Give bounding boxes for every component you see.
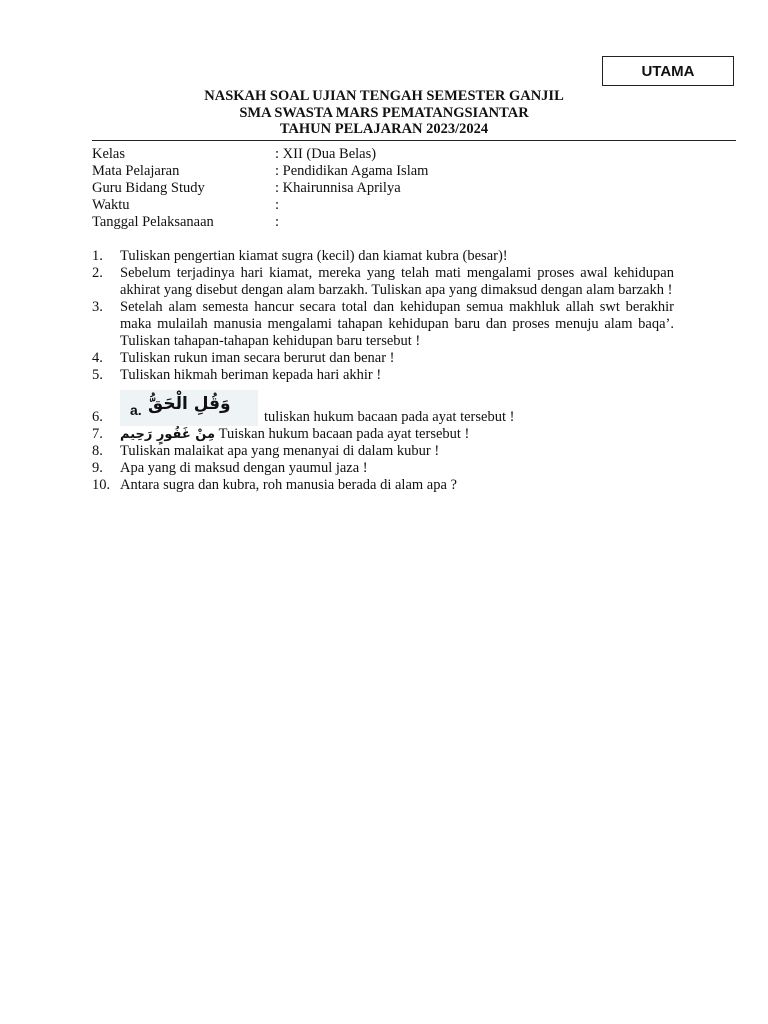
- question-number: 10.: [92, 477, 111, 493]
- question-text: tuliskan hukum bacaan pada ayat tersebut !: [264, 409, 515, 425]
- info-value: : Pendidikan Agama Islam: [275, 163, 429, 179]
- question-text: Antara sugra dan kubra, roh manusia berada di alam apa ?: [120, 477, 457, 493]
- question-6: [92, 390, 674, 426]
- info-row-mata-pelajaran: [92, 163, 428, 180]
- question-number: 2.: [92, 265, 103, 281]
- document-header: [92, 88, 676, 138]
- exam-info: [92, 146, 428, 231]
- question-number: 4.: [92, 350, 103, 366]
- question-text: Setelah alam semesta hancur secara total dan kehidupan semua makhluk allah swt berakhir maka mulailah manusia mengalami tahapan kehidupan baru dan proses menuju alam baqa’. Tuliskan tahapan-tahapan kehidupan baru tersebut !: [120, 299, 674, 349]
- question-1: [92, 248, 674, 265]
- question-number: 7.: [92, 426, 103, 442]
- question-2: [92, 265, 674, 299]
- header-year: TAHUN PELAJARAN 2023/2024: [279, 121, 489, 137]
- info-label: Tanggal Pelaksanaan: [92, 214, 214, 230]
- document-badge: UTAMA: [602, 56, 734, 86]
- info-label: Kelas: [92, 146, 126, 162]
- question-text: Tuliskan hikmah beriman kepada hari akhir !: [120, 367, 382, 383]
- question-number: 6.: [92, 409, 103, 425]
- question-number: 3.: [92, 299, 103, 315]
- info-row-tanggal: [92, 214, 428, 231]
- question-4: [92, 350, 674, 367]
- info-row-guru: [92, 180, 428, 197]
- info-label: Waktu: [92, 197, 130, 213]
- ayat-arabic-inline: مِنْ غَفُورٍ رَحِيم: [120, 427, 216, 442]
- question-number: 1.: [92, 248, 103, 264]
- question-number: 8.: [92, 443, 103, 459]
- ayat-image: [120, 390, 258, 426]
- header-school: SMA SWASTA MARS PEMATANGSIANTAR: [239, 104, 529, 121]
- info-value: :: [275, 197, 280, 213]
- question-text: Tuiskan hukum bacaan pada ayat tersebut !: [218, 426, 470, 442]
- question-8: [92, 443, 674, 460]
- question-text: Tuliskan pengertian kiamat sugra (kecil) dan kiamat kubra (besar)!: [120, 248, 508, 264]
- info-label: Mata Pelajaran: [92, 163, 180, 179]
- question-number: 5.: [92, 367, 103, 383]
- info-value: : XII (Dua Belas): [275, 146, 377, 162]
- question-text: Apa yang di maksud dengan yaumul jaza !: [120, 460, 368, 476]
- question-9: [92, 460, 674, 477]
- info-row-kelas: [92, 146, 428, 163]
- info-value: : Khairunnisa Aprilya: [275, 180, 401, 196]
- question-number: 9.: [92, 460, 103, 476]
- info-label: Guru Bidang Study: [92, 180, 205, 196]
- info-value: :: [275, 214, 280, 230]
- question-7: [92, 426, 674, 443]
- question-text: Sebelum terjadinya hari kiamat, mereka yang telah mati mengalami proses awal kehidupan akhirat yang disebut dengan alam barzakh. Tuliskan apa yang dimaksud dengan alam barzakh !: [120, 265, 674, 298]
- question-5: [92, 367, 674, 384]
- question-list: [92, 248, 674, 494]
- ayat-label: a.: [130, 402, 142, 418]
- question-10: [92, 477, 674, 494]
- ayat-arabic-text: وَقُلِ الْحَقُّ: [148, 394, 231, 414]
- header-title: NASKAH SOAL UJIAN TENGAH SEMESTER GANJIL: [204, 88, 564, 104]
- question-text: Tuliskan rukun iman secara berurut dan benar !: [120, 350, 395, 366]
- question-text: Tuliskan malaikat apa yang menanyai di dalam kubur !: [120, 443, 440, 459]
- info-row-waktu: [92, 197, 428, 214]
- header-divider: [92, 140, 736, 141]
- question-3: [92, 299, 674, 350]
